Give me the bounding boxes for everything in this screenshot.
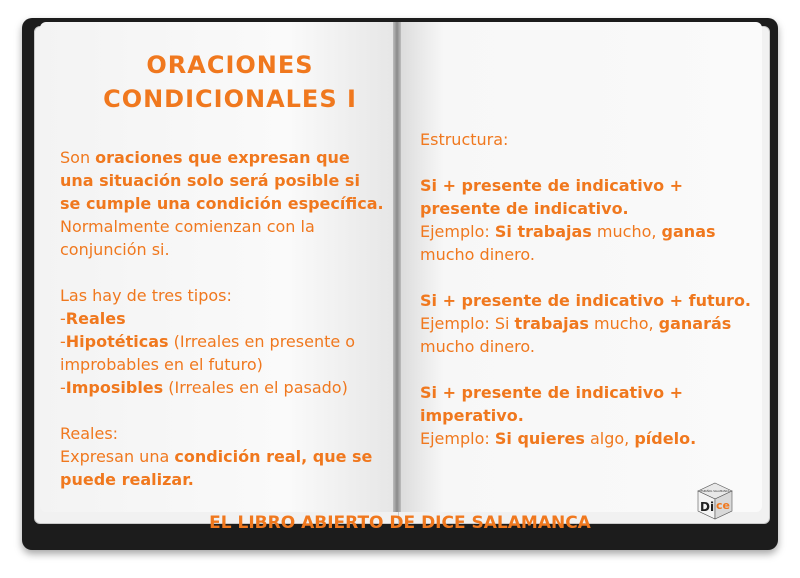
footer-caption: EL LIBRO ABIERTO DE DICE SALAMANCA: [209, 513, 591, 533]
structure-formula-1: Si + presente de indicativo + presente de indicativo.: [420, 176, 684, 218]
example-text: algo,: [584, 429, 635, 448]
type-label: Hipotéticas: [65, 332, 169, 351]
structure-example-2: [420, 312, 760, 358]
type-desc: (Irreales en presente o improbables en el futuro): [60, 332, 356, 374]
intro-bold: oraciones que expresan que una situación solo será posible si se cumple una condición específica.: [60, 148, 384, 213]
left-page-text: [60, 146, 385, 491]
structure-example-3: [420, 427, 760, 450]
type-label: Reales: [65, 309, 126, 328]
title-line-2: CONDICIONALES I: [103, 85, 357, 113]
example-label: Ejemplo:: [420, 314, 495, 333]
right-page-text: [420, 128, 760, 450]
example-bold: trabajas: [514, 314, 589, 333]
type-item-hipoteticas: [60, 330, 385, 376]
title-line-1: ORACIONES: [146, 51, 314, 79]
reales-paragraph: [60, 445, 385, 491]
example-text: mucho,: [588, 314, 659, 333]
logo-top-text: ESPAÑOL SALAMANCA: [700, 490, 730, 493]
structure-formula-3: Si + presente de indicativo + imperativo.: [420, 383, 684, 425]
dash: -: [60, 378, 66, 397]
type-item-imposibles: [60, 376, 385, 399]
page-title: [95, 48, 365, 116]
type-desc: (Irreales en el pasado): [163, 378, 348, 397]
intro-pre: Son: [60, 148, 96, 167]
reales-bold: condición real, que se puede realizar.: [60, 447, 373, 489]
type-label: Imposibles: [65, 378, 164, 397]
book-spine: [393, 22, 401, 512]
dash: -: [60, 332, 66, 351]
logo-di-text: Di: [700, 500, 715, 514]
example-label: Ejemplo:: [420, 222, 495, 241]
example-label: Ejemplo:: [420, 429, 495, 448]
structure-example-1: [420, 220, 760, 266]
logo-ce-text: ce: [716, 499, 730, 512]
reales-pre: Expresan una: [60, 447, 175, 466]
structure-heading: Estructura:: [420, 130, 509, 149]
example-bold: ganarás: [658, 314, 732, 333]
example-text: mucho dinero.: [420, 337, 535, 356]
example-bold: Si quieres: [494, 429, 585, 448]
intro-paragraph: [60, 146, 385, 261]
example-text: mucho,: [591, 222, 662, 241]
dash: -: [60, 309, 66, 328]
example-text: mucho dinero.: [420, 245, 535, 264]
example-bold: Si trabajas: [494, 222, 592, 241]
type-item-reales: [60, 307, 385, 330]
intro-rest: Normalmente comienzan con la conjunción si.: [60, 217, 315, 259]
structure-formula-2: Si + presente de indicativo + futuro.: [420, 291, 752, 310]
example-bold: pídelo.: [634, 429, 697, 448]
example-text: Si: [494, 314, 515, 333]
example-bold: ganas: [661, 222, 716, 241]
reales-heading: Reales:: [60, 424, 119, 443]
types-heading: Las hay de tres tipos:: [60, 286, 232, 305]
